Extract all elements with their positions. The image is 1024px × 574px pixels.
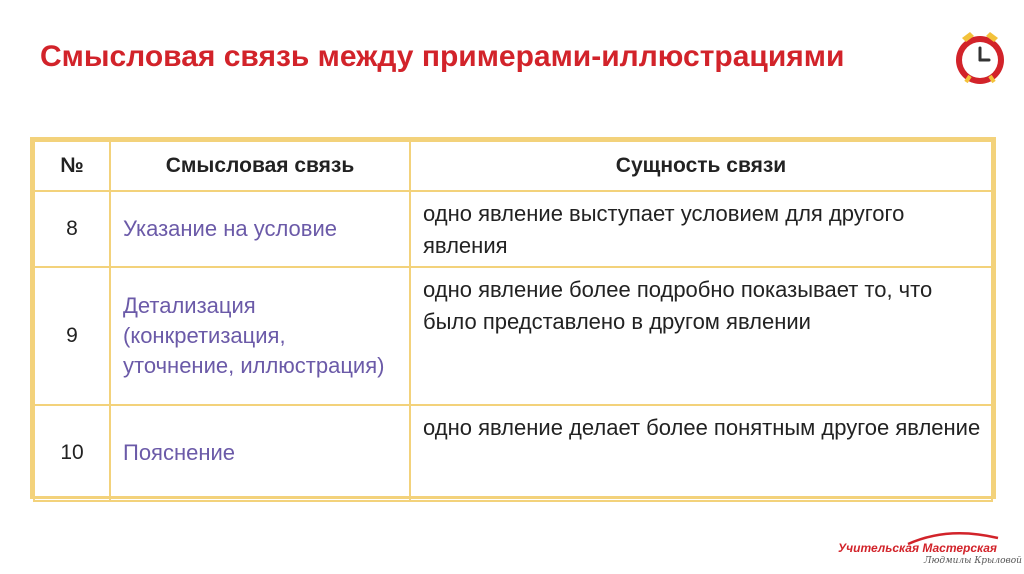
row-essence: одно явление выступает условием для другого явления [410, 191, 992, 267]
logo-main-text: Учительская Мастерская [838, 541, 997, 555]
table-header-row [34, 141, 992, 191]
page-title: Смысловая связь между примерами-иллюстрациями [40, 40, 845, 73]
row-relation: Указание на условие [110, 191, 410, 267]
table-row [34, 405, 992, 501]
row-num: 10 [34, 405, 110, 501]
brand-logo [838, 528, 1022, 570]
alarm-clock-icon [948, 24, 1012, 88]
row-relation: Детализация (конкретизация, уточнение, иллюстрация) [110, 267, 410, 405]
row-num: 8 [34, 191, 110, 267]
table-row [34, 191, 992, 267]
header-essence: Сущность связи [410, 141, 992, 191]
header-relation: Смысловая связь [110, 141, 410, 191]
table-row [34, 267, 992, 405]
row-essence: одно явление более подробно показывает то, что было представлено в другом явлении [410, 267, 992, 405]
header-num: № [34, 141, 110, 191]
row-num: 9 [34, 267, 110, 405]
relations-table [30, 137, 996, 499]
row-essence: одно явление делает более понятным другое явление [410, 405, 992, 501]
row-relation: Пояснение [110, 405, 410, 501]
logo-sub-text: Людмилы Крыловой [924, 556, 1022, 566]
